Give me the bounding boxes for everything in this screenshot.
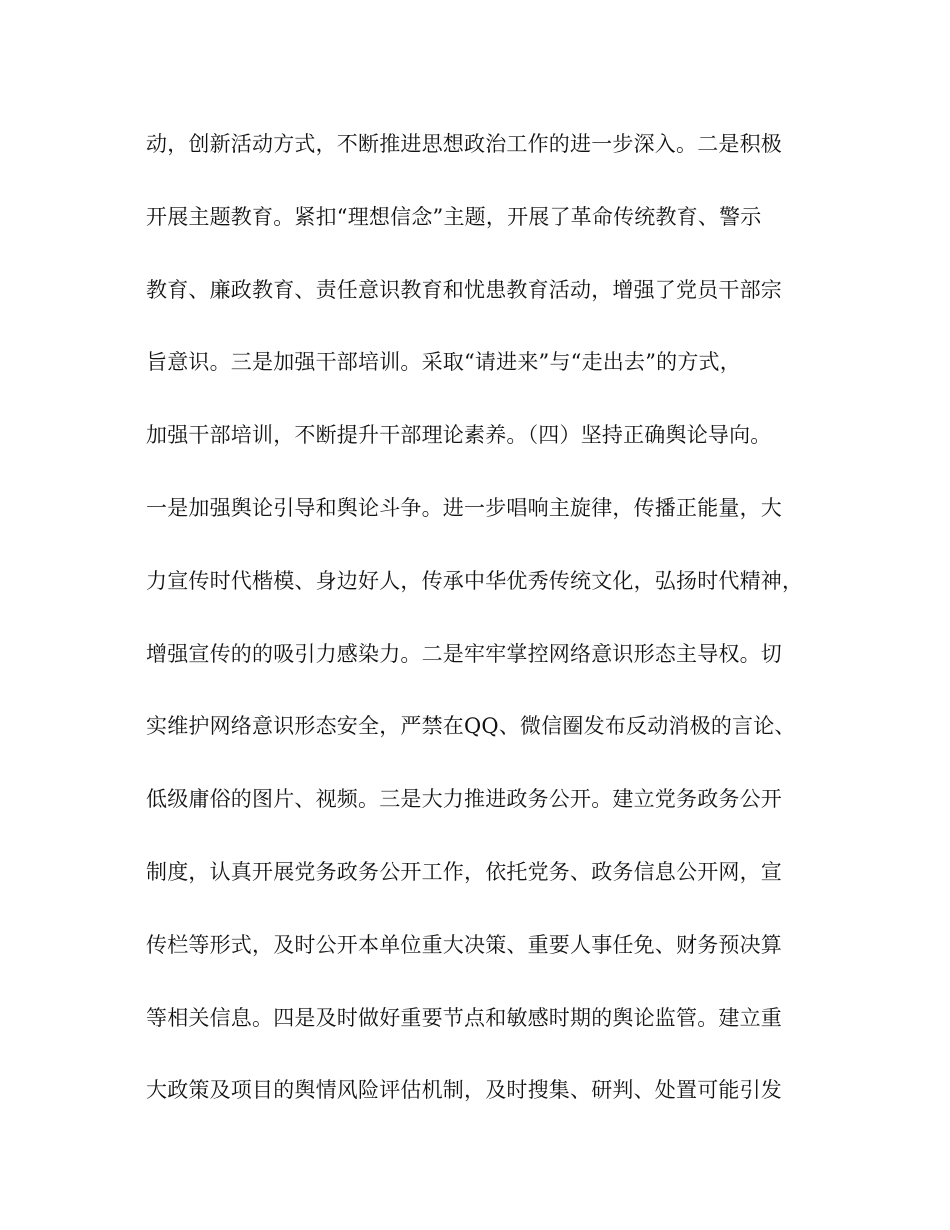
text-line: 低级庸俗的图片、视频。三是大力推进政务公开。建立党务政务公开 bbox=[146, 787, 782, 812]
text-line: 大政策及项目的舆情风险评估机制，及时搜集、研判、处置可能引发 bbox=[146, 1078, 782, 1103]
text-line: 开展主题教育。紧扣“理想信念”主题，开展了革命传统教育、警示 bbox=[146, 204, 762, 229]
text-line: 旨意识。三是加强干部培训。采取“请进来”与“走出去”的方式， bbox=[146, 350, 741, 375]
text-line: 加强干部培训，不断提升干部理论素养。（四）坚持正确舆论导向。 bbox=[146, 423, 772, 448]
text-line: 传栏等形式，及时公开本单位重大决策、重要人事任免、财务预决算 bbox=[146, 932, 782, 957]
text-line: 力宣传时代楷模、身边好人，传承中华优秀传统文化，弘扬时代精神， bbox=[146, 568, 804, 593]
text-line: 实维护网络意识形态安全，严禁在QQ、微信圈发布反动消极的言论、 bbox=[146, 714, 796, 739]
text-line: 动，创新活动方式，不断推进思想政治工作的进一步深入。二是积极 bbox=[146, 132, 782, 156]
document-body bbox=[146, 124, 816, 1143]
text-line: 增强宣传的的吸引力感染力。二是牢牢掌控网络意识形态主导权。切 bbox=[146, 641, 782, 666]
text-line: 制度，认真开展党务政务公开工作，依托党务、政务信息公开网，宣 bbox=[146, 859, 782, 884]
text-line: 一是加强舆论引导和舆论斗争。进一步唱响主旋律，传播正能量，大 bbox=[146, 495, 782, 520]
text-line: 等相关信息。四是及时做好重要节点和敏感时期的舆论监管。建立重 bbox=[146, 1005, 782, 1030]
text-line: 教育、廉政教育、责任意识教育和忧患教育活动，增强了党员干部宗 bbox=[146, 277, 782, 302]
